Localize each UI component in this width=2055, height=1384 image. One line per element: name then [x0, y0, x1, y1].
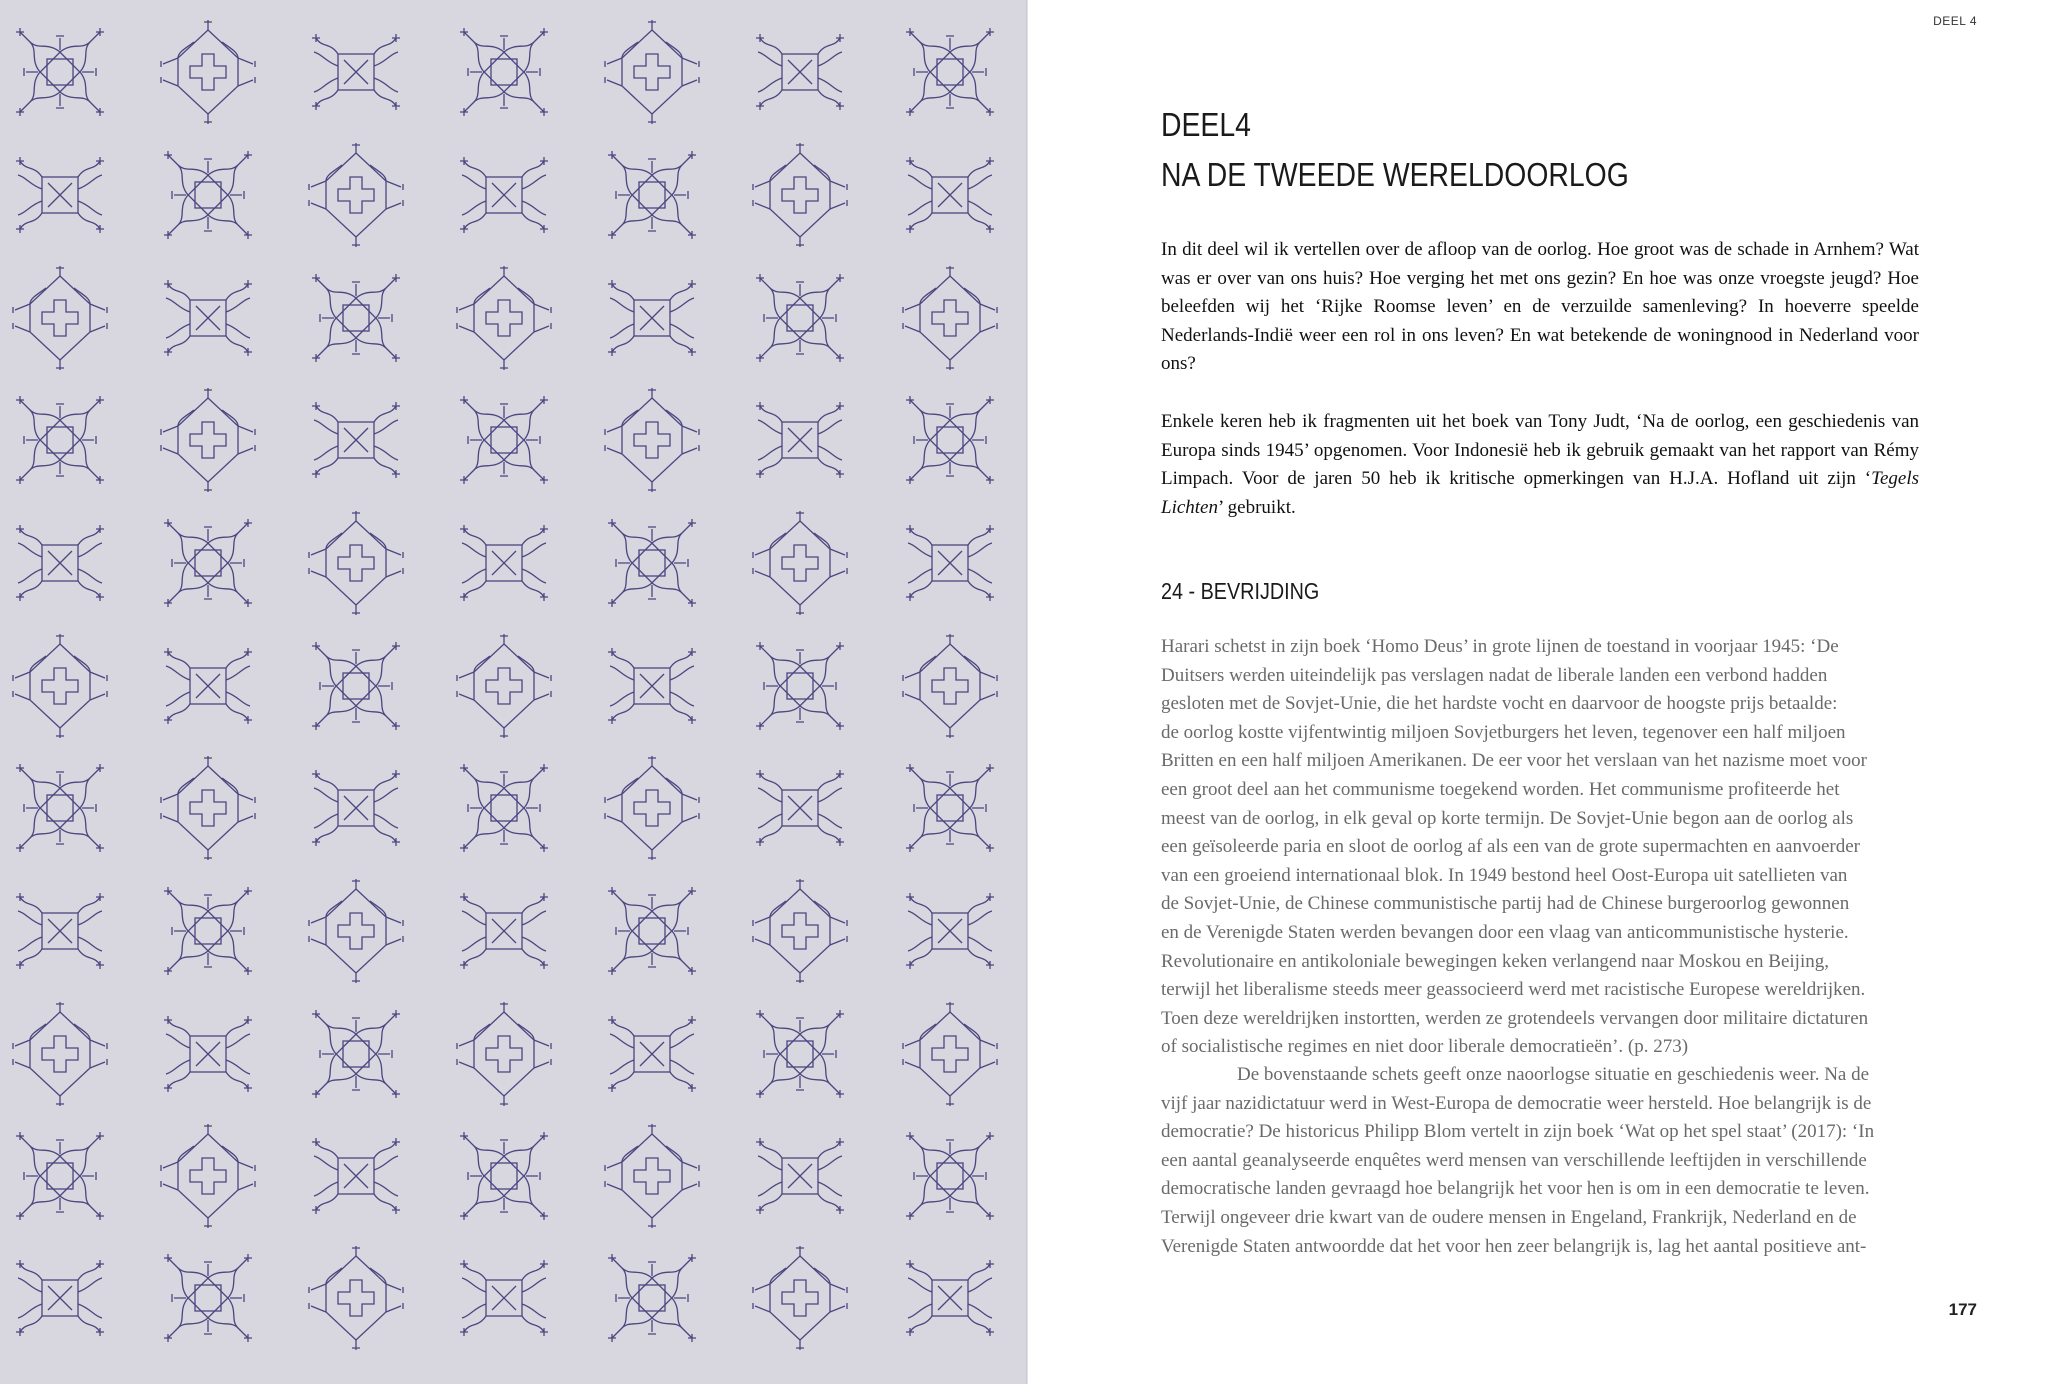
body-paragraph	[1161, 1061, 1931, 1261]
quote-line: terwijl het liberalisme steeds meer geassocieerd werd met racistische Europese wereldrijken.	[1161, 979, 1866, 1001]
quote-line: de Sovjet-Unie, de Chinese communistische partij had de Chinese burgeroorlog gewonnen	[1161, 893, 1850, 915]
star-motif	[608, 1254, 696, 1342]
diamond-motif	[13, 634, 107, 738]
square-motif	[16, 893, 104, 969]
square-motif	[460, 1260, 548, 1336]
diamond-motif	[753, 879, 847, 983]
star-motif	[460, 28, 548, 116]
decorative-pattern-page	[0, 0, 1026, 1384]
square-motif	[608, 280, 696, 356]
star-motif	[756, 274, 844, 362]
star-motif	[906, 764, 994, 852]
quote-line: Harari schetst in zijn boek ‘Homo Deus’ in grote lijnen de toestand in voorjaar 1945: ‘De	[1161, 636, 1839, 657]
diamond-motif	[13, 266, 107, 370]
quote-line: de oorlog kostte vijfentwintig miljoen Sovjetburgers het leven, tegenover een half miljoen	[1161, 721, 1846, 743]
part-label: DEEL4	[1161, 106, 1251, 143]
paragraph-line: een aantal geanalyseerde enquêtes werd mensen van verschillende leeftijden in verschillende	[1161, 1149, 1867, 1171]
diamond-motif	[605, 756, 699, 860]
square-motif	[16, 1260, 104, 1336]
square-motif	[460, 525, 548, 601]
star-motif	[756, 642, 844, 730]
square-motif	[312, 1138, 400, 1214]
quote-line: Revolutionaire en antikoloniale bewegingen keken verlangend naar Moskou en Beijing,	[1161, 950, 1829, 972]
harari-quote	[1161, 633, 1931, 1062]
diamond-motif	[605, 1124, 699, 1228]
square-motif	[312, 34, 400, 110]
square-motif	[906, 525, 994, 601]
star-motif	[608, 887, 696, 975]
star-motif	[164, 151, 252, 239]
ornament-pattern	[0, 0, 1026, 1384]
square-motif	[312, 402, 400, 478]
paragraph-line: democratische landen gevraagd hoe belangrijk het voor hen is om in een democratie te leven.	[1161, 1178, 1870, 1200]
square-motif	[608, 648, 696, 724]
diamond-motif	[13, 1002, 107, 1106]
quote-line: gesloten met de Sovjet-Unie, die het hardste vocht en daarvoor de hoogste prijs betaalde:	[1161, 693, 1838, 715]
quote-line: of socialistische regimes en niet door liberale democratieën’. (p. 273)	[1161, 1036, 1689, 1058]
square-motif	[906, 1260, 994, 1336]
quote-line: meest van de oorlog, in elk geval op korte termijn. De Sovjet-Unie begon aan de oorlog als	[1161, 807, 1854, 829]
square-motif	[756, 770, 844, 846]
paragraph-line: Terwijl ongeveer drie kwart van de oudere mensen in Engeland, Frankrijk, Nederland en de	[1161, 1206, 1857, 1228]
intro-paragraph-1: In dit deel wil ik vertellen over de afloop van de oorlog. Hoe groot was de schade in Arnhem? Wat was er over van ons huis? Hoe verging het met ons gezin? En hoe was onze vroegste jeugd? Hoe beleefden wij het ‘Rijke Roomse leven’ en de verzuilde samenleving? In hoeverre speelde Nederlands-Indië weer een rol in ons leven? En wat betekende de woningnood in Nederland voor ons?	[1161, 239, 1919, 375]
quote-line: en de Verenigde Staten werden bevangen door een vlaag van anticommunistische hysterie.	[1161, 921, 1849, 943]
chapter-title: 24 - BEVRIJDING	[1161, 578, 1320, 604]
star-motif	[756, 1010, 844, 1098]
diamond-motif	[753, 511, 847, 615]
star-motif	[16, 28, 104, 116]
diamond-motif	[457, 1002, 551, 1106]
diamond-motif	[457, 634, 551, 738]
diamond-motif	[161, 20, 255, 124]
square-motif	[906, 893, 994, 969]
square-motif	[906, 157, 994, 233]
square-motif	[608, 1016, 696, 1092]
star-motif	[16, 764, 104, 852]
star-motif	[164, 519, 252, 607]
star-motif	[906, 1132, 994, 1220]
diamond-motif	[903, 634, 997, 738]
paragraph-line: De bovenstaande schets geeft onze naoorlogse situatie en geschiedenis weer. Na de	[1237, 1064, 1870, 1085]
running-head: DEEL 4	[1933, 14, 1977, 28]
square-motif	[164, 648, 252, 724]
intro-paragraph-2	[1161, 408, 1919, 522]
diamond-motif	[457, 266, 551, 370]
diamond-motif	[309, 511, 403, 615]
square-motif	[756, 34, 844, 110]
quote-line: Toen deze wereldrijken instortten, werden ze grotendeels vervangen door militaire dictaturen	[1161, 1007, 1869, 1029]
intro-paragraph-2-end: ’ gebruikt.	[1218, 496, 1296, 518]
diamond-motif	[309, 879, 403, 983]
quote-line: Duitsers werden uiteindelijk pas verslagen nadat de liberale landen een verbond hadden	[1161, 664, 1828, 686]
diamond-motif	[309, 1246, 403, 1350]
part-title: NA DE TWEEDE WERELDOORLOG	[1161, 156, 1629, 193]
square-motif	[164, 280, 252, 356]
square-motif	[312, 770, 400, 846]
quote-line: Britten en een half miljoen Amerikanen. De eer voor het verslaan van het nazisme moet voor	[1161, 750, 1867, 772]
square-motif	[756, 402, 844, 478]
square-motif	[16, 525, 104, 601]
star-motif	[608, 151, 696, 239]
book-title-italic: Tegels Lichten	[1161, 468, 1919, 518]
part-heading	[1161, 100, 1629, 200]
diamond-motif	[605, 388, 699, 492]
star-motif	[460, 764, 548, 852]
paragraph-line: democratie? De historicus Philipp Blom vertelt in zijn boek ‘Wat op het spel staat’ (2017): ‘In	[1161, 1121, 1875, 1143]
star-motif	[312, 1010, 400, 1098]
intro-paragraph-2-text: Enkele keren heb ik fragmenten uit het boek van Tony Judt, ‘Na de oorlog, een geschiedenis van Europa sinds 1945’ opgenomen. Voor Indonesië heb ik gebruik gemaakt van het rapport van Rémy Limpach. Voor de jaren 50 heb ik kritische opmerkingen van H.J.A. Hofland uit zijn ‘	[1161, 411, 1919, 490]
diamond-motif	[903, 1002, 997, 1106]
quote-line: een geïsoleerde paria en sloot de oorlog af als een van de grote supermachten en aanvoerder	[1161, 836, 1860, 858]
square-motif	[164, 1016, 252, 1092]
star-motif	[608, 519, 696, 607]
diamond-motif	[753, 1246, 847, 1350]
paragraph-line: vijf jaar nazidictatuur werd in West-Europa de democratie weer hersteld. Hoe belangrijk is de	[1161, 1092, 1872, 1114]
diamond-motif	[903, 266, 997, 370]
square-motif	[16, 157, 104, 233]
diamond-motif	[161, 388, 255, 492]
star-motif	[164, 887, 252, 975]
square-motif	[460, 893, 548, 969]
star-motif	[312, 274, 400, 362]
page-number: 177	[1948, 1300, 1977, 1319]
square-motif	[756, 1138, 844, 1214]
text-page	[1028, 0, 2055, 1384]
star-motif	[906, 396, 994, 484]
star-motif	[460, 396, 548, 484]
star-motif	[312, 642, 400, 730]
paragraph-line: Verenigde Staten antwoordde dat het voor hen zeer belangrijk is, lag het aantal positieve ant-	[1161, 1235, 1867, 1257]
diamond-motif	[309, 143, 403, 247]
star-motif	[16, 1132, 104, 1220]
quote-line: een groot deel aan het communisme toegekend worden. Het communisme profiteerde het	[1161, 778, 1840, 800]
quote-line: van een groeiend internationaal blok. In 1949 bestond heel Oost-Europa uit satellieten van	[1161, 864, 1848, 886]
star-motif	[460, 1132, 548, 1220]
star-motif	[16, 396, 104, 484]
star-motif	[906, 28, 994, 116]
star-motif	[164, 1254, 252, 1342]
diamond-motif	[753, 143, 847, 247]
diamond-motif	[605, 20, 699, 124]
square-motif	[460, 157, 548, 233]
diamond-motif	[161, 1124, 255, 1228]
diamond-motif	[161, 756, 255, 860]
